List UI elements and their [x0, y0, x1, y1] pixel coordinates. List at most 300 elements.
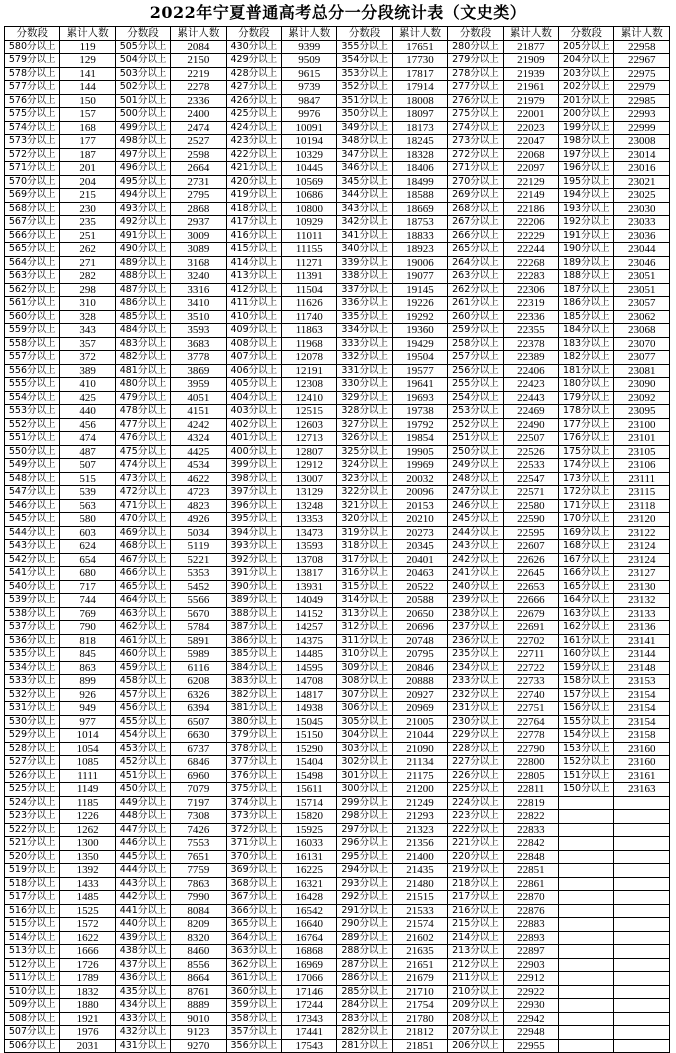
table-row — [5, 324, 670, 338]
score-cell: 290分以上 — [337, 918, 392, 932]
count-cell: 5566 — [171, 594, 226, 608]
score-cell: 502分以上 — [115, 81, 170, 95]
score-cell: 276分以上 — [448, 94, 503, 108]
score-cell: 364分以上 — [226, 931, 281, 945]
count-cell: 23077 — [614, 351, 670, 365]
score-cell — [559, 985, 614, 999]
count-cell: 440 — [60, 405, 115, 419]
table-row — [5, 999, 670, 1013]
count-cell: 129 — [60, 54, 115, 68]
count-cell: 1485 — [60, 891, 115, 905]
score-cell: 234分以上 — [448, 661, 503, 675]
score-cell: 152分以上 — [559, 756, 614, 770]
score-cell: 564分以上 — [5, 256, 60, 270]
score-cell: 195分以上 — [559, 175, 614, 189]
count-cell: 14817 — [282, 688, 337, 702]
count-cell: 13473 — [282, 526, 337, 540]
table-row — [5, 675, 670, 689]
table-row — [5, 270, 670, 284]
count-cell: 21961 — [503, 81, 558, 95]
table-row — [5, 135, 670, 149]
score-cell: 454分以上 — [115, 729, 170, 743]
score-cell: 307分以上 — [337, 688, 392, 702]
count-cell: 1572 — [60, 918, 115, 932]
score-cell: 376分以上 — [226, 769, 281, 783]
score-cell: 267分以上 — [448, 216, 503, 230]
table-row — [5, 607, 670, 621]
count-cell: 1300 — [60, 837, 115, 851]
score-cell: 213分以上 — [448, 945, 503, 959]
count-cell: 16868 — [282, 945, 337, 959]
count-cell: 23144 — [614, 648, 670, 662]
score-cell: 421分以上 — [226, 162, 281, 176]
score-cell: 419分以上 — [226, 189, 281, 203]
score-cell: 453分以上 — [115, 742, 170, 756]
count-cell: 12515 — [282, 405, 337, 419]
table-row — [5, 1012, 670, 1026]
count-cell: 12713 — [282, 432, 337, 446]
score-cell: 334分以上 — [337, 324, 392, 338]
table-row — [5, 94, 670, 108]
count-cell: 14049 — [282, 594, 337, 608]
count-cell: 23057 — [614, 297, 670, 311]
score-cell: 246分以上 — [448, 499, 503, 513]
table-row — [5, 580, 670, 594]
count-cell: 6846 — [171, 756, 226, 770]
score-cell: 367分以上 — [226, 891, 281, 905]
score-cell: 270分以上 — [448, 175, 503, 189]
count-cell: 22595 — [503, 526, 558, 540]
score-cell: 240分以上 — [448, 580, 503, 594]
count-cell: 21356 — [392, 837, 447, 851]
count-cell: 7197 — [171, 796, 226, 810]
score-cell: 570分以上 — [5, 175, 60, 189]
count-cell: 2150 — [171, 54, 226, 68]
count-cell: 19504 — [392, 351, 447, 365]
count-cell: 3009 — [171, 229, 226, 243]
score-cell: 476分以上 — [115, 432, 170, 446]
score-cell: 319分以上 — [337, 526, 392, 540]
table-row — [5, 783, 670, 797]
score-cell: 492分以上 — [115, 216, 170, 230]
count-cell: 1622 — [60, 931, 115, 945]
count-cell: 22355 — [503, 324, 558, 338]
score-cell: 395分以上 — [226, 513, 281, 527]
score-cell: 563分以上 — [5, 270, 60, 284]
count-cell: 23021 — [614, 175, 670, 189]
table-row — [5, 432, 670, 446]
score-cell: 480分以上 — [115, 378, 170, 392]
table-row — [5, 594, 670, 608]
count-cell: 23070 — [614, 337, 670, 351]
count-cell: 474 — [60, 432, 115, 446]
count-cell: 22229 — [503, 229, 558, 243]
score-cell: 546分以上 — [5, 499, 60, 513]
score-cell: 351分以上 — [337, 94, 392, 108]
count-cell: 1789 — [60, 972, 115, 986]
count-cell: 22893 — [503, 931, 558, 945]
count-cell: 7651 — [171, 850, 226, 864]
count-cell: 3959 — [171, 378, 226, 392]
score-cell: 294分以上 — [337, 864, 392, 878]
score-cell: 418分以上 — [226, 202, 281, 216]
count-cell: 9270 — [171, 1039, 226, 1053]
count-cell: 22819 — [503, 796, 558, 810]
score-cell: 365分以上 — [226, 918, 281, 932]
count-cell: 21754 — [392, 999, 447, 1013]
count-cell: 23111 — [614, 472, 670, 486]
score-cell: 373分以上 — [226, 810, 281, 824]
score-cell: 568分以上 — [5, 202, 60, 216]
count-cell: 539 — [60, 486, 115, 500]
score-cell: 194分以上 — [559, 189, 614, 203]
score-cell: 384分以上 — [226, 661, 281, 675]
score-cell: 206分以上 — [448, 1039, 503, 1053]
score-cell: 423分以上 — [226, 135, 281, 149]
score-cell: 562分以上 — [5, 283, 60, 297]
score-cell: 393分以上 — [226, 540, 281, 554]
score-cell: 557分以上 — [5, 351, 60, 365]
score-cell: 575分以上 — [5, 108, 60, 122]
score-cell: 177分以上 — [559, 418, 614, 432]
count-cell: 7308 — [171, 810, 226, 824]
count-cell: 23154 — [614, 702, 670, 716]
score-cell: 343分以上 — [337, 202, 392, 216]
count-cell: 23132 — [614, 594, 670, 608]
count-cell: 17146 — [282, 985, 337, 999]
count-cell: 5034 — [171, 526, 226, 540]
count-cell — [614, 823, 670, 837]
count-cell: 3089 — [171, 243, 226, 257]
score-cell: 199分以上 — [559, 121, 614, 135]
score-cell: 450分以上 — [115, 783, 170, 797]
score-cell: 368分以上 — [226, 877, 281, 891]
count-cell: 12191 — [282, 364, 337, 378]
count-cell: 15925 — [282, 823, 337, 837]
score-cell: 371分以上 — [226, 837, 281, 851]
count-cell: 4926 — [171, 513, 226, 527]
count-cell: 680 — [60, 567, 115, 581]
score-cell: 273分以上 — [448, 135, 503, 149]
count-cell: 22047 — [503, 135, 558, 149]
table-row — [5, 621, 670, 635]
score-cell: 460分以上 — [115, 648, 170, 662]
score-cell: 235分以上 — [448, 648, 503, 662]
count-cell: 23036 — [614, 229, 670, 243]
score-cell: 392分以上 — [226, 553, 281, 567]
score-cell: 436分以上 — [115, 972, 170, 986]
score-cell: 501分以上 — [115, 94, 170, 108]
score-cell: 387分以上 — [226, 621, 281, 635]
count-cell: 13817 — [282, 567, 337, 581]
count-cell: 1185 — [60, 796, 115, 810]
score-cell: 442分以上 — [115, 891, 170, 905]
table-row — [5, 297, 670, 311]
score-cell: 259分以上 — [448, 324, 503, 338]
score-cell: 532分以上 — [5, 688, 60, 702]
count-cell: 1880 — [60, 999, 115, 1013]
count-cell: 21635 — [392, 945, 447, 959]
score-cell: 247分以上 — [448, 486, 503, 500]
table-row — [5, 202, 670, 216]
score-cell — [559, 837, 614, 851]
count-cell: 13931 — [282, 580, 337, 594]
count-cell: 8761 — [171, 985, 226, 999]
count-cell — [614, 1012, 670, 1026]
score-cell: 314分以上 — [337, 594, 392, 608]
count-cell: 5119 — [171, 540, 226, 554]
count-cell: 1392 — [60, 864, 115, 878]
table-row — [5, 486, 670, 500]
count-cell: 3168 — [171, 256, 226, 270]
score-cell: 355分以上 — [337, 40, 392, 54]
score-cell: 505分以上 — [115, 40, 170, 54]
score-cell: 547分以上 — [5, 486, 60, 500]
count-cell: 22722 — [503, 661, 558, 675]
score-cell: 325分以上 — [337, 445, 392, 459]
count-cell: 23163 — [614, 783, 670, 797]
count-cell: 18245 — [392, 135, 447, 149]
count-cell: 343 — [60, 324, 115, 338]
table-row — [5, 148, 670, 162]
count-cell: 230 — [60, 202, 115, 216]
count-cell: 21851 — [392, 1039, 447, 1053]
score-cell: 444分以上 — [115, 864, 170, 878]
count-cell: 19429 — [392, 337, 447, 351]
count-cell: 22666 — [503, 594, 558, 608]
score-cell: 559分以上 — [5, 324, 60, 338]
score-cell: 358分以上 — [226, 1012, 281, 1026]
count-cell — [614, 796, 670, 810]
count-cell — [614, 877, 670, 891]
score-cell: 516分以上 — [5, 904, 60, 918]
score-cell: 197分以上 — [559, 148, 614, 162]
score-cell: 525分以上 — [5, 783, 60, 797]
count-cell: 10800 — [282, 202, 337, 216]
count-cell: 21877 — [503, 40, 558, 54]
count-cell — [614, 810, 670, 824]
count-cell: 19577 — [392, 364, 447, 378]
score-cell: 485分以上 — [115, 310, 170, 324]
score-cell: 494分以上 — [115, 189, 170, 203]
score-cell — [559, 796, 614, 810]
score-cell: 457分以上 — [115, 688, 170, 702]
count-cell: 2731 — [171, 175, 226, 189]
count-cell: 9509 — [282, 54, 337, 68]
count-cell: 22740 — [503, 688, 558, 702]
score-cell: 550分以上 — [5, 445, 60, 459]
count-cell: 22406 — [503, 364, 558, 378]
count-cell — [614, 972, 670, 986]
count-cell: 1921 — [60, 1012, 115, 1026]
score-cell: 523分以上 — [5, 810, 60, 824]
score-cell: 227分以上 — [448, 756, 503, 770]
score-cell: 369分以上 — [226, 864, 281, 878]
count-cell: 23127 — [614, 567, 670, 581]
count-cell: 11271 — [282, 256, 337, 270]
count-cell: 15290 — [282, 742, 337, 756]
count-cell: 21651 — [392, 958, 447, 972]
count-cell: 18173 — [392, 121, 447, 135]
table-row — [5, 351, 670, 365]
count-cell: 12807 — [282, 445, 337, 459]
count-cell: 23033 — [614, 216, 670, 230]
header-score-range: 分数段 — [337, 27, 392, 41]
count-cell: 15404 — [282, 756, 337, 770]
table-row — [5, 945, 670, 959]
table-row — [5, 405, 670, 419]
score-cell: 357分以上 — [226, 1026, 281, 1040]
count-cell: 2031 — [60, 1039, 115, 1053]
score-cell: 189分以上 — [559, 256, 614, 270]
table-row — [5, 958, 670, 972]
count-cell: 19641 — [392, 378, 447, 392]
count-cell: 18499 — [392, 175, 447, 189]
score-cell: 220分以上 — [448, 850, 503, 864]
count-cell: 9847 — [282, 94, 337, 108]
count-cell: 16542 — [282, 904, 337, 918]
score-cell: 245分以上 — [448, 513, 503, 527]
score-cell: 257分以上 — [448, 351, 503, 365]
table-row — [5, 769, 670, 783]
score-cell: 346分以上 — [337, 162, 392, 176]
count-cell: 22149 — [503, 189, 558, 203]
count-cell: 14938 — [282, 702, 337, 716]
count-cell: 22336 — [503, 310, 558, 324]
count-cell: 21515 — [392, 891, 447, 905]
count-cell: 899 — [60, 675, 115, 689]
count-cell: 17244 — [282, 999, 337, 1013]
count-cell: 5452 — [171, 580, 226, 594]
score-cell: 533分以上 — [5, 675, 60, 689]
score-cell: 269分以上 — [448, 189, 503, 203]
count-cell: 9123 — [171, 1026, 226, 1040]
score-cell: 451分以上 — [115, 769, 170, 783]
count-cell: 22848 — [503, 850, 558, 864]
score-cell: 217分以上 — [448, 891, 503, 905]
score-cell: 330分以上 — [337, 378, 392, 392]
count-cell: 119 — [60, 40, 115, 54]
count-cell: 23106 — [614, 459, 670, 473]
count-cell: 16428 — [282, 891, 337, 905]
count-cell: 14152 — [282, 607, 337, 621]
count-cell: 11740 — [282, 310, 337, 324]
table-row — [5, 904, 670, 918]
table-row — [5, 850, 670, 864]
count-cell — [614, 918, 670, 932]
table-row — [5, 877, 670, 891]
score-cell: 295分以上 — [337, 850, 392, 864]
table-row — [5, 337, 670, 351]
count-cell: 23153 — [614, 675, 670, 689]
table-row — [5, 472, 670, 486]
count-cell: 21175 — [392, 769, 447, 783]
score-cell: 347分以上 — [337, 148, 392, 162]
header-score-range: 分数段 — [559, 27, 614, 41]
score-cell: 228分以上 — [448, 742, 503, 756]
score-cell: 198分以上 — [559, 135, 614, 149]
score-cell: 230分以上 — [448, 715, 503, 729]
count-cell: 23100 — [614, 418, 670, 432]
score-cell: 517分以上 — [5, 891, 60, 905]
count-cell: 9739 — [282, 81, 337, 95]
count-cell: 21812 — [392, 1026, 447, 1040]
count-cell: 7079 — [171, 783, 226, 797]
count-cell: 2937 — [171, 216, 226, 230]
table-row — [5, 189, 670, 203]
table-row — [5, 756, 670, 770]
score-cell: 173分以上 — [559, 472, 614, 486]
score-cell: 341分以上 — [337, 229, 392, 243]
score-cell: 176分以上 — [559, 432, 614, 446]
count-cell: 7553 — [171, 837, 226, 851]
score-cell: 167分以上 — [559, 553, 614, 567]
count-cell: 23120 — [614, 513, 670, 527]
table-row — [5, 702, 670, 716]
count-cell: 23105 — [614, 445, 670, 459]
count-cell: 20888 — [392, 675, 447, 689]
count-cell: 23133 — [614, 607, 670, 621]
count-cell: 977 — [60, 715, 115, 729]
score-cell: 249分以上 — [448, 459, 503, 473]
count-cell: 21939 — [503, 67, 558, 81]
header-cumulative-count: 累计人数 — [171, 27, 226, 41]
count-cell: 19292 — [392, 310, 447, 324]
count-cell: 4051 — [171, 391, 226, 405]
score-cell: 406分以上 — [226, 364, 281, 378]
score-cell: 350分以上 — [337, 108, 392, 122]
score-cell: 332分以上 — [337, 351, 392, 365]
score-cell: 179分以上 — [559, 391, 614, 405]
score-cell: 187分以上 — [559, 283, 614, 297]
count-cell: 22283 — [503, 270, 558, 284]
count-cell: 8320 — [171, 931, 226, 945]
count-cell: 22001 — [503, 108, 558, 122]
score-cell: 175分以上 — [559, 445, 614, 459]
count-cell: 357 — [60, 337, 115, 351]
table-row — [5, 54, 670, 68]
score-cell: 172分以上 — [559, 486, 614, 500]
score-cell: 490分以上 — [115, 243, 170, 257]
score-cell: 339分以上 — [337, 256, 392, 270]
count-cell: 18588 — [392, 189, 447, 203]
table-row — [5, 1026, 670, 1040]
count-cell: 18008 — [392, 94, 447, 108]
score-cell: 327分以上 — [337, 418, 392, 432]
score-cell: 512分以上 — [5, 958, 60, 972]
count-cell: 23118 — [614, 499, 670, 513]
count-cell: 949 — [60, 702, 115, 716]
score-cell: 265分以上 — [448, 243, 503, 257]
count-cell: 425 — [60, 391, 115, 405]
score-cell: 362分以上 — [226, 958, 281, 972]
score-cell: 254分以上 — [448, 391, 503, 405]
table-row — [5, 823, 670, 837]
score-cell: 288分以上 — [337, 945, 392, 959]
score-cell: 151分以上 — [559, 769, 614, 783]
score-cell: 263分以上 — [448, 270, 503, 284]
table-row — [5, 108, 670, 122]
score-cell: 349分以上 — [337, 121, 392, 135]
table-row — [5, 526, 670, 540]
count-cell: 2219 — [171, 67, 226, 81]
count-cell: 23160 — [614, 756, 670, 770]
count-cell: 22533 — [503, 459, 558, 473]
count-cell: 22653 — [503, 580, 558, 594]
count-cell: 9976 — [282, 108, 337, 122]
count-cell: 717 — [60, 580, 115, 594]
count-cell — [614, 945, 670, 959]
